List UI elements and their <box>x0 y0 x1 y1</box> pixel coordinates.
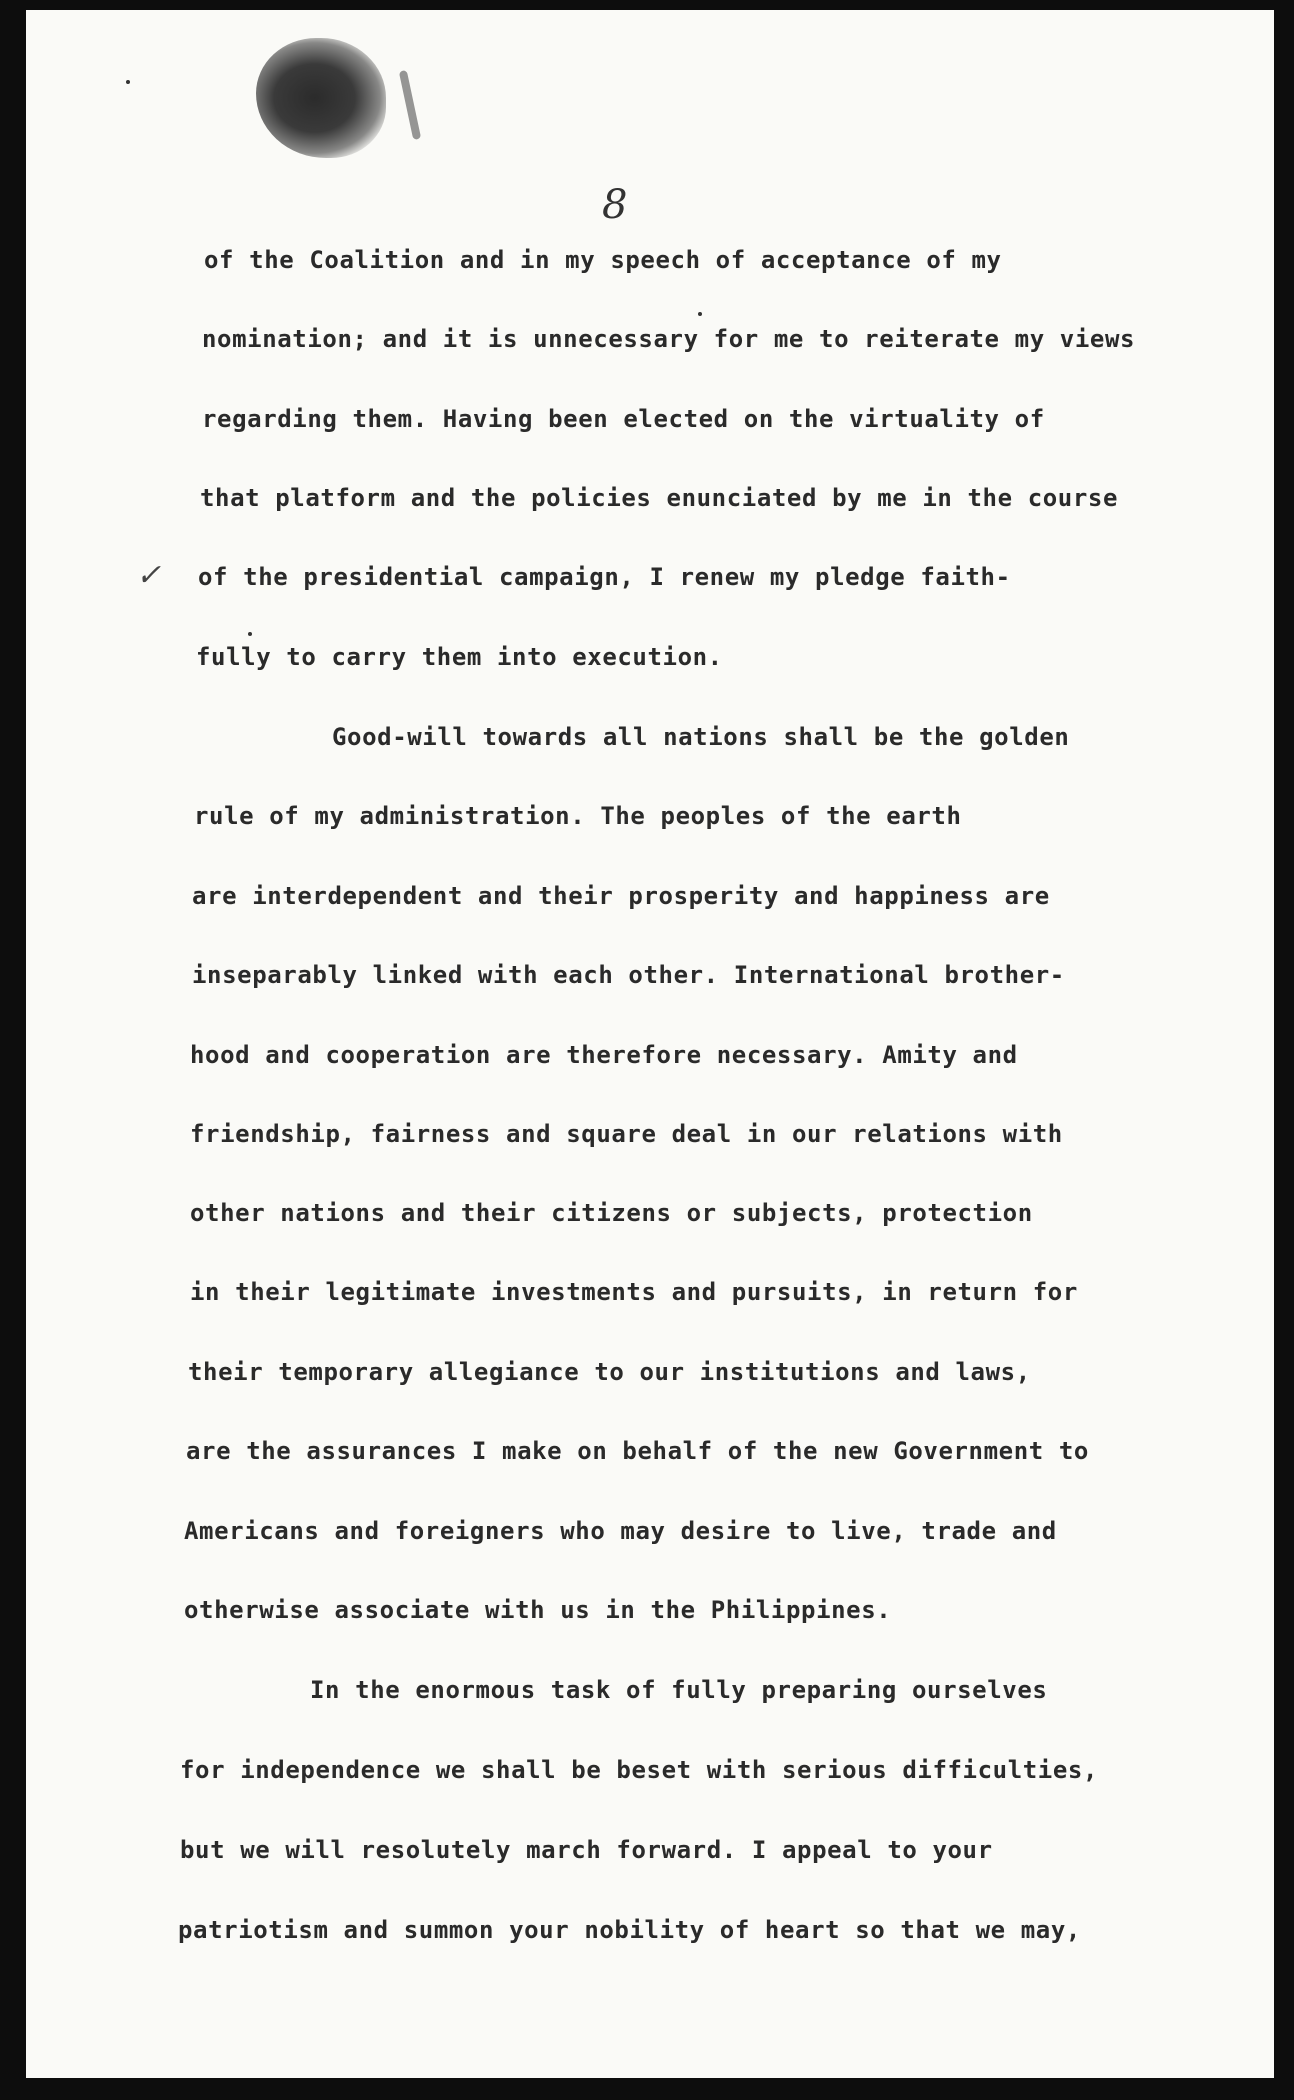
text-line: inseparably linked with each other. International brother- <box>192 961 1065 989</box>
text-line: other nations and their citizens or subjects, protection <box>190 1199 1033 1227</box>
text-line: are interdependent and their prosperity and happiness are <box>192 882 1050 910</box>
text-line: Americans and foreigners who may desire to live, trade and <box>184 1517 1057 1545</box>
text-line: their temporary allegiance to our institutions and laws, <box>188 1358 1031 1386</box>
text-line: friendship, fairness and square deal in our relations with <box>190 1120 1063 1148</box>
text-line: regarding them. Having been elected on the virtuality of <box>202 405 1045 433</box>
document-page <box>26 10 1274 2078</box>
text-line: Good-will towards all nations shall be the golden <box>332 723 1070 751</box>
text-line: for independence we shall be beset with serious difficulties, <box>180 1756 1099 1784</box>
text-line: of the presidential campaign, I renew my pledge faith- <box>198 563 1011 591</box>
ink-blot <box>256 38 386 158</box>
margin-check-mark: ✓ <box>136 558 162 593</box>
text-line: but we will resolutely march forward. I appeal to your <box>180 1836 993 1864</box>
text-line: In the enormous task of fully preparing ourselves <box>310 1676 1048 1704</box>
stray-dot <box>698 312 702 316</box>
text-line: hood and cooperation are therefore necessary. Amity and <box>190 1041 1018 1069</box>
text-line: fully to carry them into execution. <box>196 643 723 671</box>
text-line: otherwise associate with us in the Philippines. <box>184 1596 892 1624</box>
text-line: that platform and the policies enunciated by me in the course <box>200 484 1119 512</box>
text-line: rule of my administration. The peoples of the earth <box>194 802 962 830</box>
text-line: of the Coalition and in my speech of acceptance of my <box>204 246 1002 274</box>
page-number: 8 <box>602 182 628 228</box>
text-line: nomination; and it is unnecessary for me to reiterate my views <box>202 325 1136 353</box>
stray-dot <box>126 80 130 84</box>
ink-smudge <box>399 70 421 140</box>
stray-dot <box>248 632 252 636</box>
text-line: in their legitimate investments and pursuits, in return for <box>190 1278 1078 1306</box>
text-line: are the assurances I make on behalf of the new Government to <box>186 1437 1089 1465</box>
text-line: patriotism and summon your nobility of heart so that we may, <box>178 1916 1081 1944</box>
